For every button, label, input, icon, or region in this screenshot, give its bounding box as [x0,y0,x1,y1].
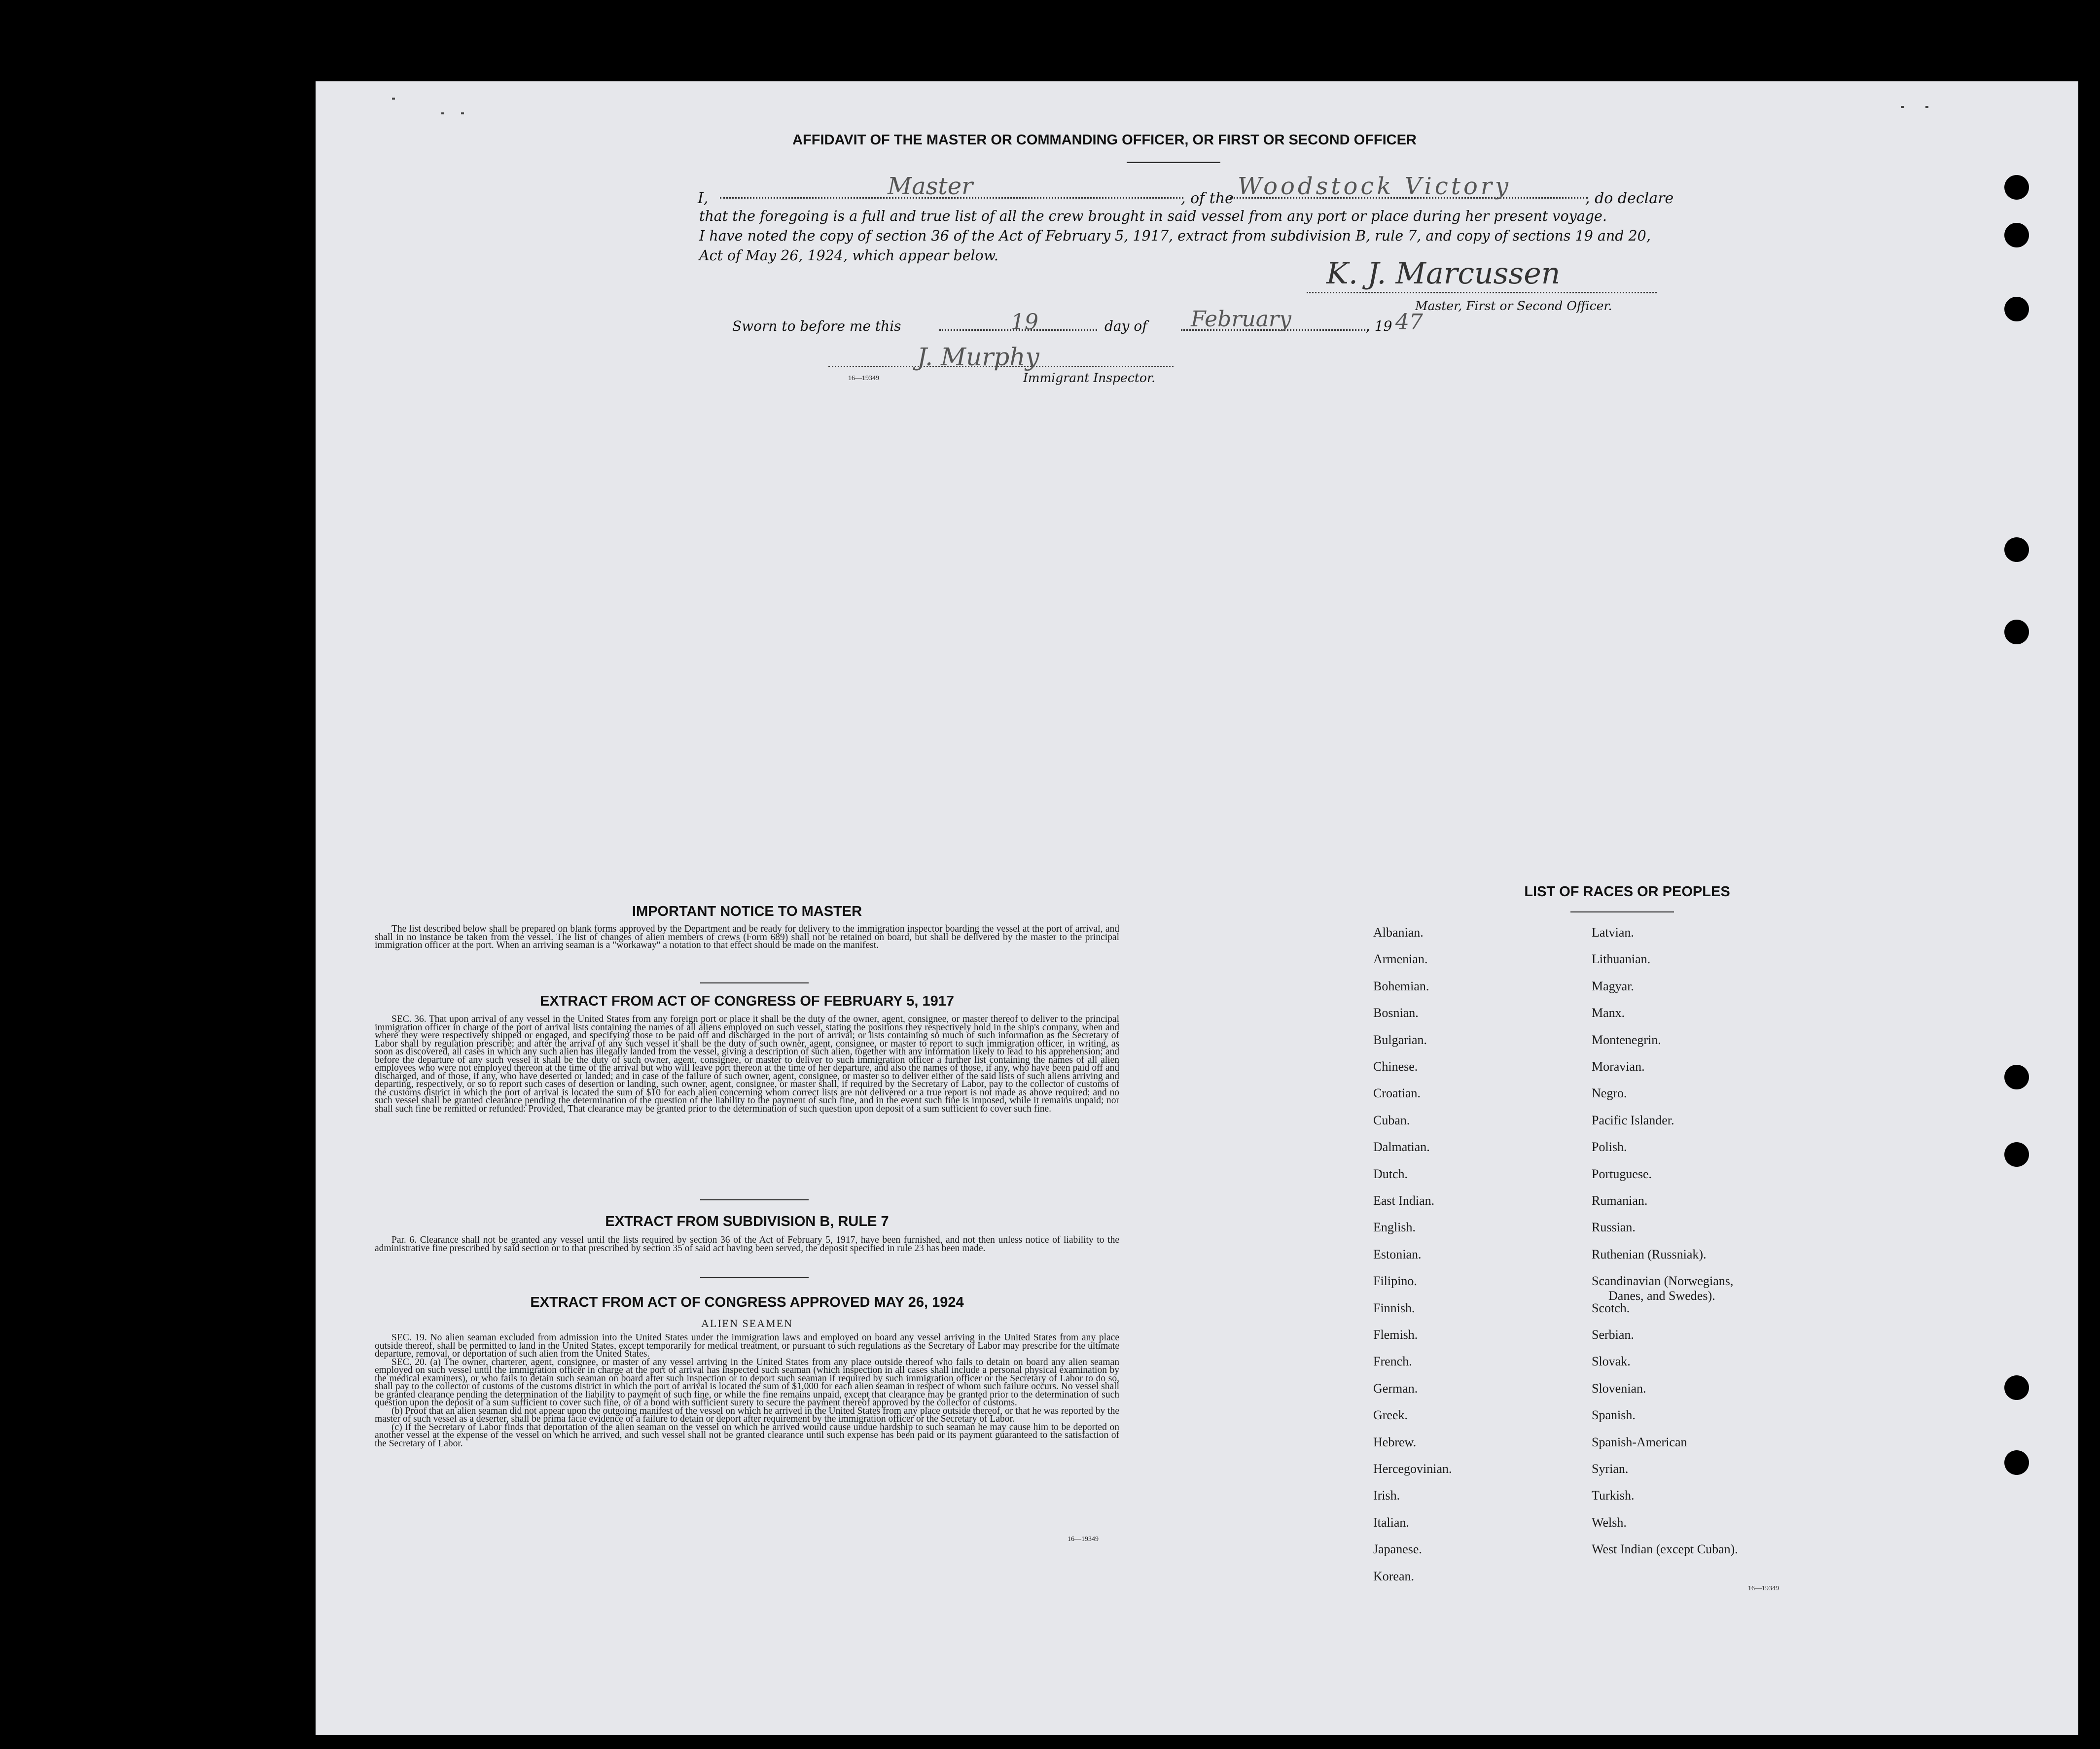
declare-label: , do declare [1585,190,1674,207]
binder-hole [2004,1065,2029,1089]
race-item: Spanish-American [1592,1434,1687,1449]
notice-text [375,925,1119,950]
affidavit-line-2: that the foregoing is a full and true list of all the crew brought in said vessel from any port or place during her present voyage. [699,208,1607,224]
binder-hole [2004,620,2029,644]
race-item: Latvian. [1592,925,1634,940]
month-value: February [1191,307,1291,332]
race-item: Polish. [1592,1140,1627,1154]
affidavit-line-3: I have noted the copy of section 36 of the Act of February 5, 1917, extract from subdivision B, rule 7, and copy of sections 19 and 20, [699,228,1651,244]
race-item: Scandinavian (Norwegians, [1592,1274,1734,1289]
race-item: Spanish. [1592,1408,1636,1423]
section-20b-paragraph: (b) Proof that an alien seaman did not appear upon the outgoing manifest of the vessel on which he arrived in the United States from any place outside thereof, or that he was reported by the master of such vessel as a deserter, shall be prima facie evidence of a failure to detain or deport after requirement by the immigration officer or the Secretary of Labor. [375,1405,1119,1424]
races-rule [1570,911,1674,912]
notice-paragraph: The list described below shall be prepared on blank forms approved by the Department and be ready for delivery to the immigration inspector boarding the vessel at the port of arrival, and shall in no instance be taken from the vessel. The list of changes of alien members of crews (Form 689) shall not be retained on board, but shall be delivered by the master to the principal immigration officer at the port. When an arriving seaman is a "workaway" a notation to that effect should be made on the manifest. [375,924,1119,950]
races-title: LIST OF RACES OR PEOPLES [1524,884,1730,900]
rule7-title: EXTRACT FROM SUBDIVISION B, RULE 7 [605,1214,889,1229]
race-item: Portuguese. [1592,1166,1652,1181]
race-item: Pacific Islander. [1592,1113,1674,1127]
race-item: Dalmatian. [1373,1140,1430,1154]
race-item: Turkish. [1592,1488,1635,1503]
race-item: Syrian. [1592,1462,1629,1476]
section-rule [700,1199,809,1200]
affidavit-line-4: Act of May 26, 1924, which appear below. [699,247,998,264]
extract-1917-paragraph: SEC. 36. That upon arrival of any vessel in the United States from any foreign port or place it shall be the duty of the owner, agent, consignee, or master thereof to deliver to the principal immigration officer in charge of the port of arrival lists containing the names of all aliens employed on such vessel, stating the positions they respectively hold in the ship's company, when and where they were respectively shipped or engaged, and specifying those to be paid off and discharged in the port of arrival; or lists containing so much of such information as the Secretary of Labor shall by regulation prescribe; and after the arrival of any such vessel it shall be the duty of such owner, agent, consignee, or master to report to such immigration officer, in writing, as soon as discovered, all cases in which any such alien has illegally landed from the vessel, giving a description of such alien, together with any information likely to lead to his apprehension; and before the departure of any such vessel it shall be the duty of such owner, agent, consignee, or master to deliver to such immigration officer a further list containing the names of all alien employees who were not employed thereon at the time of the arrival but who will leave port thereon at the time of her departure, and also the names of those, if any, who have been paid off and discharged, and of those, if any, who have deserted or landed; and in case of the failure of such owner, agent, consignee, or master so to deliver either of the said lists of such aliens arriving and departing, respectively, or so to report such cases of desertion or landing, such owner, agent, consignee, or master shall, if required by the Secretary of Labor, pay to the collector of customs of the customs district in which the port of arrival is located the sum of $10 for each alien concerning whom correct lists are not delivered or a true report is not made as above required; and no such vessel shall be granted clearance pending the determination of the question of the liability to the payment of such fine, and in the event such fine is imposed, while it remains unpaid; nor shall such fine be remitted or refunded: Provided, That clearance may be granted prior to the determination of such question upon deposit of a sum sufficient to cover such fine. [375,1014,1119,1114]
affidavit-form-number: 16—19349 [848,375,879,382]
i-label: I, [698,190,709,207]
section-rule [700,1277,809,1278]
section-20c-paragraph: (c) If the Secretary of Labor finds that deportation of the alien seaman on the vessel on which he arrived would cause undue hardship to such seaman he may cause him to be deported on another vessel at the expense of the vessel on which he arrived, and such vessel shall not be granted clearance until such expense has been paid or its payment guaranteed to the satisfaction of the Secretary of Labor. [375,1422,1119,1449]
master-signature: K. J. Marcussen [1326,256,1561,291]
name-handwritten: Master [888,173,973,200]
section-20a-paragraph: SEC. 20. (a) The owner, charterer, agent, consignee, or master of any vessel arriving in the United States from any place outside thereof who fails to detain on board any alien seaman employed on such vessel until the immigration officer in charge at the port of arrival has inspected such seaman (which inspection in all cases shall include a personal physical examination by the medical examiners), or who fails to detain such seaman on board after such inspection or to deport such seaman if required by such immigration officer or the Secretary of Labor to do so, shall pay to the collector of customs of the customs district in which the port of arrival is located the sum of $1,000 for each alien seaman in respect of whom such failure occurs. No vessel shall be granted clearance pending the determination of the liability to payment of such fine, or while the fine remains unpaid, except that clearance may be granted prior to the determination of such question upon the deposit of a sum sufficient to cover such fine, or of a bond with sufficient surety to secure the payment thereof approved by the collector of customs. [375,1357,1119,1408]
race-item: East Indian. [1373,1193,1435,1208]
race-item: Korean. [1373,1569,1415,1583]
extract-form-number: 16—19349 [1068,1536,1099,1543]
extract-1924-title: EXTRACT FROM ACT OF CONGRESS APPROVED MAY 26, 1924 [530,1294,964,1310]
race-item: Danes, and Swedes). [1608,1289,1715,1303]
race-item: German. [1373,1381,1418,1396]
year-value: 47 [1395,310,1423,335]
race-item: Slovak. [1592,1354,1631,1369]
race-item: Estonian. [1373,1247,1422,1261]
race-item: Armenian. [1373,952,1428,967]
race-item: Cuban. [1373,1113,1410,1127]
race-item: Scotch. [1592,1300,1630,1315]
races-form-number: 16—19349 [1748,1585,1779,1592]
race-item: French. [1373,1354,1412,1369]
race-item: Ruthenian (Russniak). [1592,1247,1707,1261]
race-item: Japanese. [1373,1542,1422,1557]
race-item: Greek. [1373,1408,1408,1423]
scan-speck [1925,106,1928,108]
binder-hole [2004,297,2029,321]
race-item: Albanian. [1373,925,1424,940]
binder-hole [2004,1142,2029,1167]
race-item: Serbian. [1592,1328,1634,1342]
race-item: Finnish. [1373,1300,1415,1315]
extract-1924-text [375,1334,1119,1448]
scan-speck [461,112,464,114]
notice-title: IMPORTANT NOTICE TO MASTER [632,904,862,919]
section-rule [700,982,809,983]
race-item: Welsh. [1592,1515,1627,1530]
race-item: West Indian (except Cuban). [1592,1542,1738,1557]
race-item: Bohemian. [1373,979,1429,993]
race-item: English. [1373,1220,1416,1235]
race-item: Irish. [1373,1488,1400,1503]
race-item: Bulgarian. [1373,1032,1427,1047]
binder-hole [2004,223,2029,247]
binder-hole [2004,175,2029,200]
race-item: Filipino. [1373,1274,1417,1289]
race-item: Hercegovinian. [1373,1462,1452,1476]
signature-line [1307,292,1657,293]
day-value: 19 [1011,310,1038,335]
vessel-handwritten: Woodstock Victory [1238,173,1511,200]
extract-1917-title: EXTRACT FROM ACT OF CONGRESS OF FEBRUARY 5, 1917 [539,993,955,1009]
race-item: Rumanian. [1592,1193,1648,1208]
extract-1917-text [375,1015,1119,1113]
binder-hole [2004,1375,2029,1400]
race-item: Montenegrin. [1592,1032,1661,1047]
rule7-text [375,1236,1119,1253]
affidavit-title: AFFIDAVIT OF THE MASTER OR COMMANDING OFFICER, OR FIRST OR SECOND OFFICER [792,132,1417,148]
title-rule [1127,162,1220,163]
scan-speck [441,112,444,114]
race-item: Moravian. [1592,1059,1645,1074]
race-item: Russian. [1592,1220,1636,1235]
signature-label: Master, First or Second Officer. [1415,299,1612,313]
inspector-label: Immigrant Inspector. [1023,371,1156,385]
race-item: Slovenian. [1592,1381,1646,1396]
race-item: Bosnian. [1373,1006,1419,1020]
race-item: Flemish. [1373,1328,1418,1342]
scan-speck [1901,106,1904,108]
race-item: Chinese. [1373,1059,1418,1074]
scan-speck [392,98,395,100]
day-of-label: day of [1104,318,1147,334]
inspector-signature: J. Murphy [917,343,1039,371]
section-19-paragraph: SEC. 19. No alien seaman excluded from admission into the United States under the immigration laws and employed on board any vessel arriving in the United States from any place outside thereof, shall be permitted to land in the United States, except temporarily for medical treatment, or pursuant to such regulations as the Secretary of Labor may prescribe for the ultimate departure, removal, or deportation of such alien from the United States. [375,1332,1119,1359]
race-item: Lithuanian. [1592,952,1651,967]
race-item: Dutch. [1373,1166,1408,1181]
binder-hole [2004,537,2029,562]
race-item: Italian. [1373,1515,1409,1530]
race-item: Hebrew. [1373,1434,1417,1449]
sworn-label: Sworn to before me this [732,318,901,334]
rule7-paragraph: Par. 6. Clearance shall not be granted any vessel until the lists required by section 36 of the Act of February 5, 1917, have been furnished, and not then unless notice of liability to the administrative fine prescribed by said section or to that prescribed by section 35 of said act having been served, the deposit specified in rule 23 has been made. [375,1235,1119,1254]
binder-hole [2004,1450,2029,1475]
race-item: Manx. [1592,1006,1625,1020]
alien-seamen-subtitle: ALIEN SEAMEN [701,1317,793,1329]
of-the-label: , of the [1181,190,1234,207]
race-item: Magyar. [1592,979,1634,993]
race-item: Croatian. [1373,1086,1421,1101]
year-prefix: , 19 [1366,318,1392,334]
race-item: Negro. [1592,1086,1627,1101]
